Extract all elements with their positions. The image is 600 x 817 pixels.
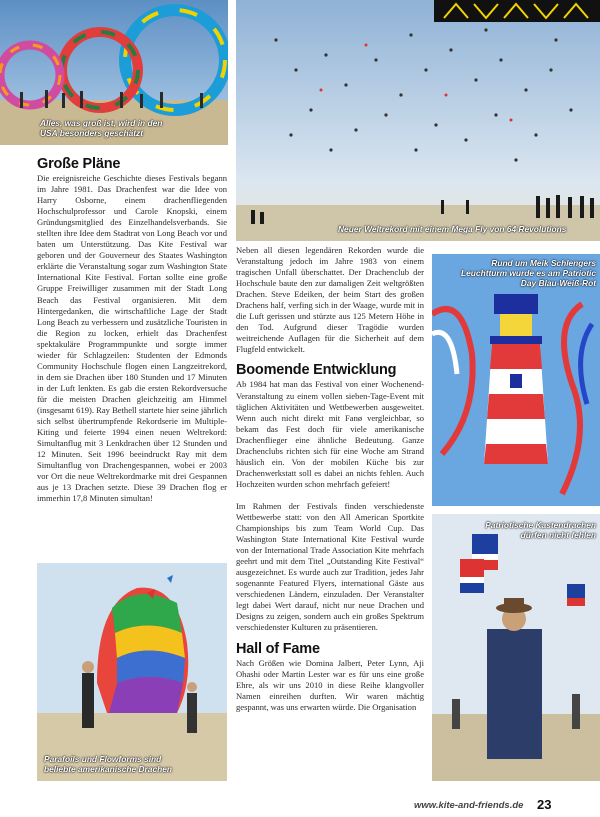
magazine-corner-graphic [434, 0, 600, 22]
col2-intro: Neben all diesen legendären Rekorden wurde die Veranstaltung jedoch im Jahre 1983 von einem tragischen Unfall überschattet. Der Drachenclub der Hochschule baute den zur damaligen Zeit weltgrößten Drachen. Steve Edeiken, der beim Start des großen Drachens half, verfing sich in der Waage, wurde mit in die Luft gerissen und stürzte aus 125 Metern Höhe in den Tod. Aufgrund dieser Tragödie wurden weitreichende Auflagen für die Sicherheit auf dem Flugfeld entwickelt. [236, 245, 424, 355]
caption-record-sky: Neuer Weltrekord mit einem Mega Fly von 64 Revolutions [338, 224, 567, 234]
footer-url: www.kite-and-friends.de [414, 800, 524, 811]
col2-body-2a: Ab 1984 hat man das Festival von einer Wochenend-Veranstaltung zu einem vollen sieben-Tage-Event mit täglichen Aktivitäten und Wettbewerben ausgeweitet. Wenn auch nicht direkt mit Fanø vergleichbar, so bekam das Fest doch für viele amerikanische Drachenflieger eine ähnliche Bedeutung. Ganze Drachenclubs richten sich für eine Woche am Strand häuslich ein. Von der mobilen Küche bis zur Drachenwerkstatt soll es dabei an nichts fehlen. Auch Hochzeiten wurden schon mehrfach gefeiert! [236, 379, 424, 489]
heading-boomende-entwicklung: Boomende Entwicklung [236, 362, 397, 379]
page-number: 23 [537, 797, 552, 812]
section1-body: Die ereignisreiche Geschichte dieses Festivals begann im Jahre 1981. Das Drachenfest war die Idee von Harry Osborne, einem drachenfliegenden Hochschulprofessor und Carole Knopski, einem Gründungsmitglied des Einzelhandelsverbands. Sie stellten ihre Idee dem Stadtrat von Long Beach vor und baten um Unterstützung. Das Kite Festival war geboren und der Gouverneur des Staates Washington erklärte die Veranstaltung sogar zum Washington State International Kite Festival. Fortan sollte eine große Gruppe Freiwilliger zusammen mit der Stadt Long Beach das Festival organisieren. Mit dem Hintergedanken, die wirtschaftliche Lage der Stadt Long Beach zu verbessern und zusätzliche Touristen in die Region zu locken, erhielt das Drachenfest spektakuläre Programmpunkte und sorgte immer wieder für Schlagzeilen: Studenten der Edmonds Community Hochschule flogen einen Langzeitrekord, in dem sie Drachen über 180 Stunden und 17 Minuten in der Luft lenkten. Es gab die ersten Rekordversuche für die meisten Drachen gleichzeitig am Himmel (insgesamt 619). Ray Bethell startete hier seine jährlich sich selbst übertrumpfende Rekordserie im Multiple-Kiting und feierte 1994 einen neuen Weltrekord: Simultanflug mit 3 Lenkdrachen über 12 Stunden und 12 Minuten. Seit 1996 beeindruckt Ray mit dem Simultanflug von Drachengespannen, wobei er 2003 vor Ort die neue Weltrekordmarke mit drei Gespannen aus je 13 Drachen setzte. Diese 39 Drachen flog er immerhin 17,8 Minuten simultan! [37, 173, 227, 504]
column-2 [236, 245, 424, 713]
caption-circle-kites: Alles, was groß ist, wird in den USA besonders geschätzt [40, 118, 163, 138]
heading-grosse-plaene: Große Pläne [37, 156, 121, 172]
photo-parafoils [37, 563, 227, 781]
col2-body-3: Nach Größen wie Domina Jalbert, Peter Lynn, Aji Ohashi oder Martin Lester war es für uns eine große Ehre, als wir uns 2010 in diese Reihe klangvoller Namen einreihen durften. Wir waren mächtig gespannt, was uns erwarten würde. Die Organisation [236, 657, 424, 712]
photo-lighthouse-kite [432, 254, 600, 506]
photo-box-kites [432, 514, 600, 781]
photo-record-sky [236, 0, 600, 241]
heading-hall-of-fame: Hall of Fame [236, 640, 320, 657]
col2-body-2b: Im Rahmen der Festivals finden verschiedenste Wettbewerbe statt: von den All American Sportkite Championships bis zum Team World Cup. Das Washington State International Kite Festival wurde von der International Trade Association Kite mehrfach geehrt und mit dem Titel „Outstanding Kite Festival“ ausgezeichnet. Es wurde auch zur Tradition, jedes Jahr sogenannte Featured Flyers, international Gäste aus verschiedenen Ländern, einzuladen. Der Veranstalter legt dabei Wert darauf, nicht nur neue Drachen und Designs zu zeigen, sondern auch ein großes Spektrum verschiedenster Kulturen zu präsentieren. [236, 500, 424, 633]
caption-box-kites: Patriotische Kastendrachen dürfen nicht fehlen [485, 520, 596, 540]
caption-lighthouse-kite: Rund um Meik Schlengers Leuchtturm wurde es am Patriotic Day Blau-Weiß-Rot [461, 258, 596, 288]
caption-parafoils: Parafoils und Flowforms sind beliebte amerikanische Drachen [44, 754, 173, 774]
column-1 [37, 155, 227, 504]
